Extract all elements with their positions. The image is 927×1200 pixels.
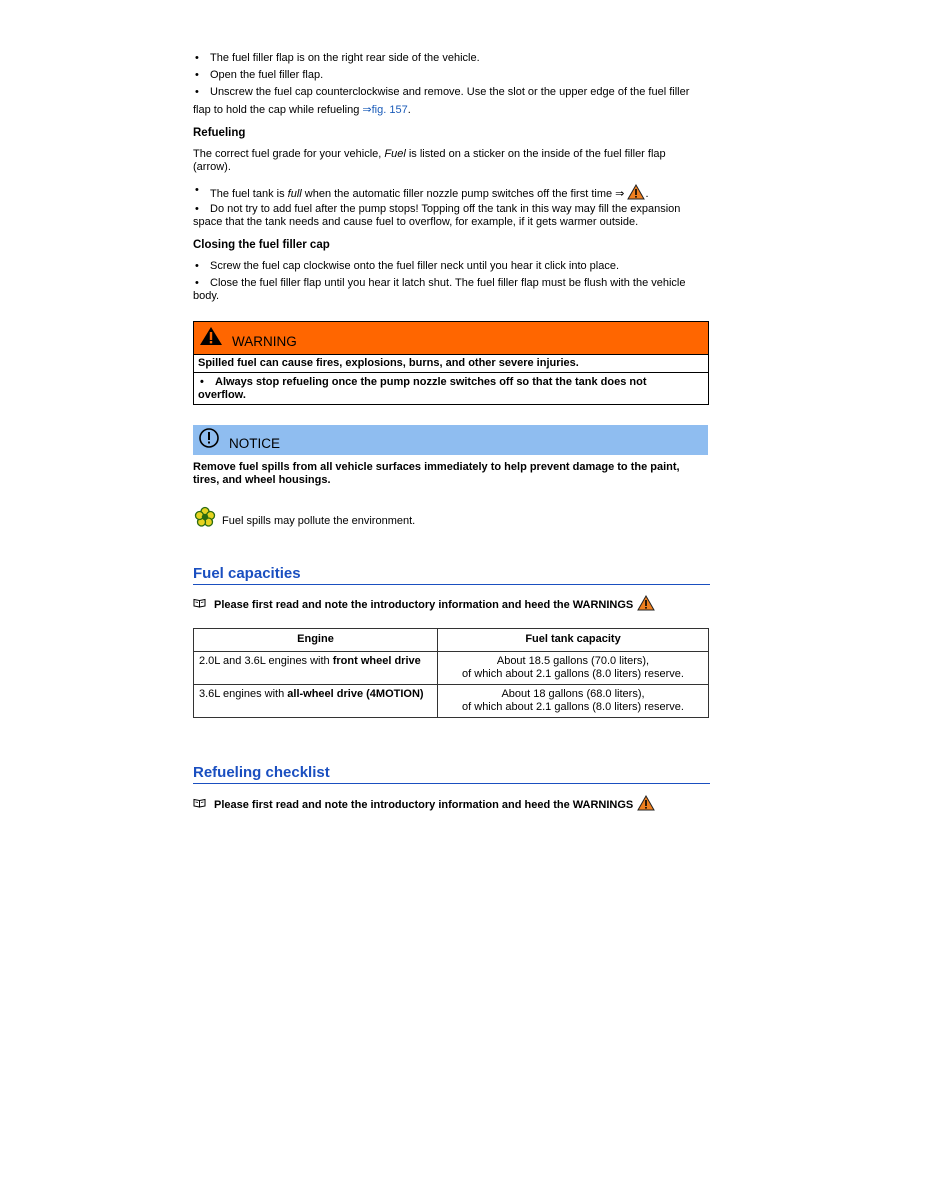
warning-box — [193, 321, 709, 405]
refueling-para-line1 — [193, 148, 709, 161]
fuel-capacity-table — [193, 628, 709, 718]
notice-title: NOTICE — [229, 435, 281, 451]
list-item — [193, 260, 709, 273]
intro-bullet-list — [193, 52, 709, 65]
refueling-bullet1-italic: full — [287, 188, 302, 200]
intro-bullet-2 — [193, 69, 709, 82]
capacity-line2: of which about 2.1 gallons (8.0 liters) reserve. — [462, 668, 684, 680]
environment-note — [193, 506, 709, 530]
intro-bullet-text: Open the fuel filler flap. — [210, 69, 324, 81]
read-note-text: Please first read and note the introductory information and heed the WARNINGS — [214, 598, 634, 611]
read-note-text: Please first read and note the introductory information and heed the WARNINGS — [214, 798, 634, 811]
engine-text: 2.0L and 3.6L engines with — [199, 655, 333, 667]
refueling-bullet-2 — [193, 203, 709, 229]
refueling-bullet-1 — [193, 184, 709, 204]
refueling-bullet1-end: . — [645, 188, 649, 200]
refueling-paragraph — [193, 148, 709, 174]
list-item — [193, 203, 709, 216]
closing-heading: Closing the fuel filler cap — [193, 239, 330, 251]
table-header-engine: Engine — [194, 629, 438, 652]
notice-header — [193, 425, 708, 455]
fig-arrow: ⇒ — [362, 104, 372, 116]
refueling-para-post: is listed on a sticker on the inside of the fuel filler flap — [405, 148, 666, 160]
capacity-line2: of which about 2.1 gallons (8.0 liters) reserve. — [462, 701, 684, 713]
intro-bullet-text: Unscrew the fuel cap counterclockwise and remove. Use the slot or the upper edge of the fuel filler — [210, 86, 690, 98]
warning-bullet — [198, 373, 705, 402]
engine-cell — [194, 685, 438, 718]
notice-box — [193, 425, 708, 487]
bullet-dot: • — [195, 52, 199, 64]
refueling-checklist-read-note — [193, 795, 709, 815]
notice-exclamation-icon — [198, 427, 220, 453]
intro-period: . — [407, 104, 411, 116]
bullet-dot: • — [195, 184, 199, 196]
warning-triangle-icon[interactable] — [637, 795, 655, 815]
bullet-dot: • — [200, 376, 204, 388]
list-item — [193, 52, 709, 65]
environment-flower-icon — [194, 506, 216, 532]
bullet-dot: • — [195, 203, 199, 215]
warning-body — [194, 355, 708, 404]
capacity-cell — [438, 685, 709, 718]
warning-header — [194, 322, 708, 355]
refueling-para-line2: (arrow). — [193, 161, 231, 173]
closing-bullet2-line1: Close the fuel filler flap until you hear it latch shut. The fuel filler flap must be flush with the vehicle — [210, 277, 686, 289]
fuel-capacity-table-wrap — [193, 628, 709, 718]
refueling-bullet2-line1: Do not try to add fuel after the pump stops! Topping off the tank in this way may fill the expansion — [210, 203, 681, 215]
list-item — [198, 376, 705, 389]
list-item — [193, 69, 709, 82]
refueling-bullet1-post: when the automatic filler nozzle pump switches off the first time ⇒ — [301, 188, 628, 200]
warning-exclamation-icon — [199, 326, 223, 350]
environment-note-text: Fuel spills may pollute the environment. — [222, 515, 416, 527]
table-row — [194, 685, 709, 718]
capacity-line1: About 18.5 gallons (70.0 liters), — [496, 655, 650, 667]
bullet-dot: • — [195, 86, 199, 98]
table-header-capacity: Fuel tank capacity — [438, 629, 709, 652]
warning-triangle-icon[interactable] — [627, 184, 645, 204]
capacity-line1: About 18 gallons (68.0 liters), — [501, 688, 645, 700]
warning-bullet-line1: Always stop refueling once the pump nozzle switches off so that the tank does not — [215, 376, 647, 388]
table-row — [194, 652, 709, 685]
intro-bullet-3 — [193, 86, 709, 99]
list-item — [193, 86, 709, 99]
refueling-bullet1-pre: The fuel tank is — [210, 188, 288, 200]
warning-triangle-icon[interactable] — [637, 595, 655, 615]
table-header-row — [194, 629, 709, 652]
intro-bullet-text: The fuel filler flap is on the right rear side of the vehicle. — [210, 52, 480, 64]
engine-cell — [194, 652, 438, 685]
closing-bullet-2 — [193, 277, 709, 303]
refueling-para-pre: The correct fuel grade for your vehicle, — [193, 148, 385, 160]
notice-line2: tires, and wheel housings. — [193, 474, 331, 486]
engine-text: 3.6L engines with — [199, 688, 288, 700]
engine-bold-text: all-wheel drive (4MOTION) — [287, 688, 424, 700]
fuel-capacities-heading: Fuel capacities — [193, 565, 710, 585]
bullet-dot: • — [195, 69, 199, 81]
bullet-dot: • — [195, 277, 199, 289]
capacity-cell — [438, 652, 709, 685]
refueling-checklist-heading: Refueling checklist — [193, 764, 710, 784]
intro-bullet-cont-text: flap to hold the cap while refueling — [193, 104, 363, 116]
notice-body — [193, 455, 708, 487]
book-icon — [193, 798, 206, 812]
book-icon — [193, 598, 206, 612]
warning-line1: Spilled fuel can cause fires, explosions, burns, and other severe injuries. — [194, 357, 708, 373]
refueling-bullet2-line2: space that the tank needs and cause fuel to overflow, for example, if it gets warmer outside. — [193, 216, 639, 228]
fig-157-link[interactable]: fig. 157 — [371, 104, 408, 116]
closing-bullet-1 — [193, 260, 709, 273]
warning-title: WARNING — [232, 333, 297, 349]
warning-bullet-line2: overflow. — [198, 389, 246, 401]
closing-bullet2-line2: body. — [193, 290, 220, 302]
closing-bullet1-text: Screw the fuel cap clockwise onto the fuel filler neck until you hear it click into place. — [210, 260, 620, 272]
list-item — [193, 277, 709, 290]
notice-line1: Remove fuel spills from all vehicle surfaces immediately to help prevent damage to the paint, — [193, 461, 680, 473]
bullet-dot: • — [195, 260, 199, 272]
list-item — [193, 184, 709, 204]
fuel-capacities-read-note — [193, 595, 709, 615]
refueling-para-italic: Fuel — [384, 148, 406, 160]
intro-bullet-3-continuation — [193, 104, 709, 117]
refueling-heading: Refueling — [193, 127, 246, 139]
engine-bold-text: front wheel drive — [332, 655, 421, 667]
